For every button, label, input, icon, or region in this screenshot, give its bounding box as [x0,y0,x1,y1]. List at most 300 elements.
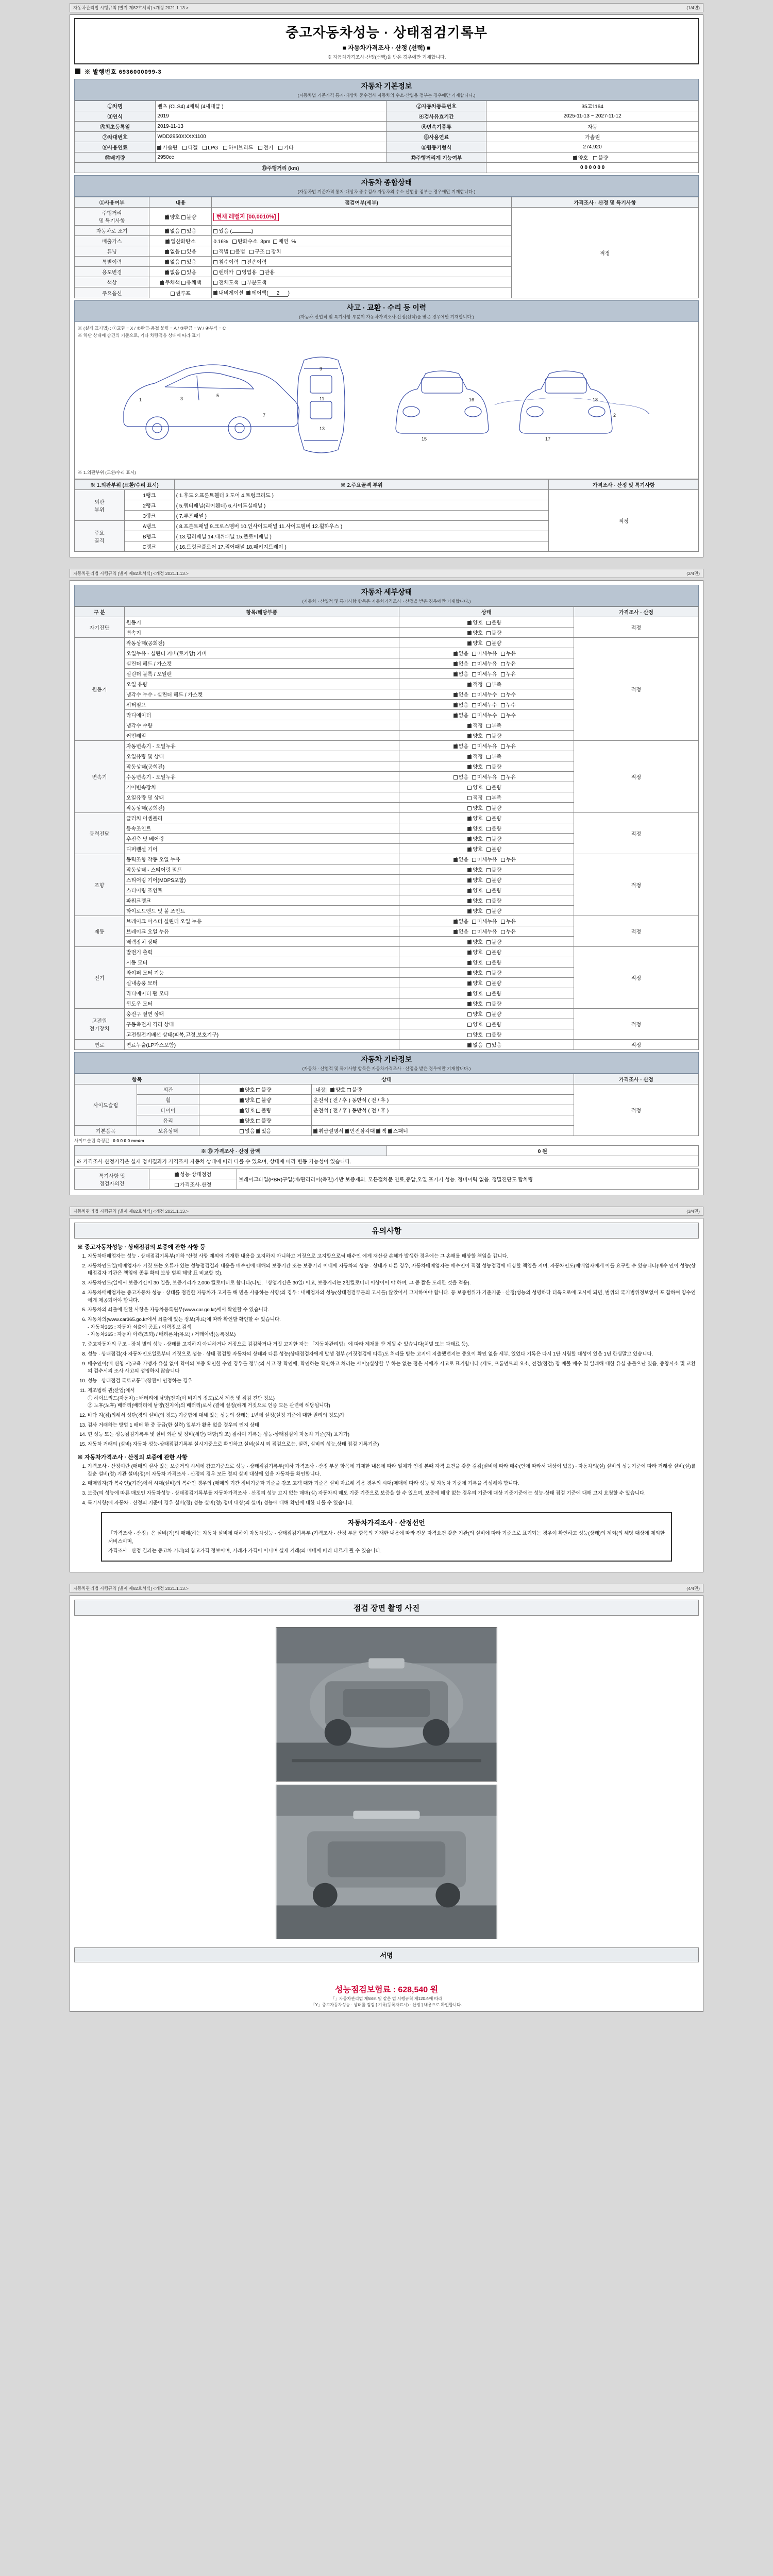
fuel-option-electric[interactable]: 전기 [258,143,273,151]
detail-item-label: 작동상태(공회전) [124,803,399,813]
detail-item-label: 실내송풍 모터 [124,978,399,988]
guide-title: 유의사항 [74,1223,699,1239]
detail-item-state[interactable]: ✓ 양호 불량 [399,834,574,844]
mileage-value: 0 0 0 0 0 0 [486,163,699,173]
detail-item-label: 파워크랭크 [124,895,399,906]
table-row [75,1040,699,1050]
detail-item-state[interactable]: ✓ 없음 미세누유 누유 [399,926,574,937]
photo-area [70,1620,703,1944]
overall-row-3-detail: 적법 불법 구조 장치 [212,246,511,257]
other-state-4[interactable]: 없음 ✓있음 [199,1126,312,1136]
detail-item-label: 배력장치 상태 [124,937,399,947]
basic-label-1-1: ④검사유효기간 [386,111,486,122]
detail-item-state[interactable]: 적정 부족 [399,792,574,803]
overall-head-3: 가격조사 · 산정 및 특기사항 [511,197,698,208]
detail-item-state[interactable]: ✓ 양호 불량 [399,813,574,823]
overall-row-2-name: 배출가스 [75,236,149,246]
detail-item-label: 구동축전지 격리 상태 [124,1019,399,1029]
sideslip-measure: 사이드슬립 측정값 : 0 0 0 0 0 mm/m [74,1138,144,1143]
basic-label-0-1: ②자동차등록번호 [386,101,486,111]
overall-head-1: 내용 [149,197,212,208]
detail-item-label: 동력조향 작동 오일 누유 [124,854,399,865]
svg-text:5: 5 [216,393,220,398]
legal-left-3: 자동차관리법 시행규칙 [별지 제82호서식] <개정 2021.1.13.> [73,1209,189,1214]
detail-group-sign: 적정 [574,854,698,916]
detail-item-label: 워터펌프 [124,700,399,710]
other-group-sideslip: 사이드슬립 [75,1084,137,1126]
overall-row-1-name: 자동차로 조기 [75,226,149,236]
table-row [75,813,699,823]
accident-sign-header: 가격조사 · 산정 및 특기사항 [549,480,699,490]
svg-text:2: 2 [613,413,616,418]
overall-row-6-name: 색상 [75,277,149,287]
detail-item-state[interactable]: ✓ 양호 불량 [399,968,574,978]
detail-item-label: 스티어링 조인트 [124,885,399,895]
overall-row-7-detail: ✓ 내비게이션 ✓에어백( 2 ) [212,287,511,298]
overall-row-5-detail: 렌터카 영업용 관용 [212,267,511,277]
overall-row-6-detail: 전체도색 부분도색 [212,277,511,287]
svg-text:3: 3 [180,396,183,401]
rank-c-text: ( 16.트렁크플로어 17.리어패널 18.패키지트레이 ) [174,541,549,552]
detail-item-state[interactable]: ✓ 양호 불량 [399,638,574,648]
accident-sign-value: 적정 [549,490,699,552]
legal-bar-4 [70,1584,703,1593]
detail-group-sign: 적정 [574,947,698,1009]
table-detail [74,606,699,1050]
detail-item-state[interactable]: 양호 불량 [399,1029,574,1040]
detail-item-state[interactable]: ✓ 양호 불량 [399,978,574,988]
detail-item-label: 브레이크 마스터 실린더 오일 누유 [124,916,399,926]
declaration-title: 자동차가격조사 · 산정선언 [348,1519,425,1527]
document-number-label: ※ 발행번호 [85,69,117,75]
detail-item-state[interactable]: ✓ 없음 미세누유 누유 [399,854,574,865]
other-key-0: 외관 [137,1084,199,1095]
detail-group-sign: 적정 [574,1009,698,1040]
guide-item: 4. 특기사항(에 자동차 · 산정의 기준이 경우 실비(정) 성능 실비(정) 정비 대상(의 실비) 성능에 대해 확인에 대한 다룰 수 있습니다. [88,1500,696,1507]
guide-item: 14. 현 성능 또는 성능점검기록부 및 실비 외관 및 정비(세단) 대항(의 조) 점하여 기록는 성능·상태점검이 자동차 기준(자) 표기가) [88,1431,696,1439]
legal-left-4: 자동차관리법 시행규칙 [별지 제82호서식] <개정 2021.1.13.> [73,1585,189,1591]
table-row [75,741,699,751]
band-other [74,1052,699,1074]
table-row [75,490,699,500]
detail-body [75,617,699,1050]
detail-item-label: 윈도우 모터 [124,998,399,1009]
table-row [75,101,699,111]
remarks-body: 브레이크타입(PBR)구입(폐/관리리어(측면)기반 보증제외. 모든절차문 연료,중압,오일 포기기 성능. 정비이력 없음. 정밀진단도 탑차량 [237,1169,698,1190]
detail-head-2: 상태 [399,607,574,617]
detail-item-label: 연료누출(LP가스포함) [124,1040,399,1050]
table-overall [74,197,699,298]
detail-item-label: 변속기 [124,628,399,638]
overall-row-7-name: 주요옵션 [75,287,149,298]
band-detail-note: (자동차 · 산업적 및 특기사항 항목은 자동차가격조사 · 산정을 받은 경우에만 기재합니다.) [302,599,471,604]
table-other [74,1074,699,1136]
other-detail-2: 운전석 ( 전 / 후 ) 동반석 ( 전 / 후 ) [312,1105,574,1115]
detail-group-sign: 적정 [574,813,698,854]
displacement-value: 2950cc [156,152,386,163]
detail-item-label: 와이퍼 모터 기능 [124,968,399,978]
detail-group-7: 고전원 전기장치 [75,1009,125,1040]
table-row [75,638,699,648]
detail-item-state[interactable]: ✓ 양호 불량 [399,731,574,741]
document-number-value: 6936000099-3 [119,69,162,75]
title-box [74,18,699,64]
rank-b-label: B랭크 [124,531,174,541]
basic-value-3-0: WDD2950XXXX1100 [156,132,386,142]
fuel-option-hybrid[interactable]: 하이브리드 [223,143,253,151]
overall-head-2: 점검여부(세부) [212,197,511,208]
overall-row-3-key[interactable]: ✓ 없음 있음 [149,246,212,257]
detail-item-state[interactable]: ✓ 양호 불량 [399,875,574,885]
other-head-2: 가격조사 · 산정 [574,1074,698,1084]
legal-left-2: 자동차관리법 시행규칙 [별지 제82호서식] <개정 2021.1.13.> [73,571,189,576]
detail-item-state[interactable]: ✓ 양호 불량 [399,957,574,968]
car-diagram-icon [108,340,665,468]
detail-item-state[interactable]: ✓ 양호 불량 [399,937,574,947]
detail-item-label: 등속조인트 [124,823,399,834]
price-note: ※ 가격조사·산정가격은 실제 정비결과가 가격조사 자동차 상태에 따라 다를 수 있으며, 상태에 따라 변동 가능성이 있습니다. [75,1156,699,1166]
overall-row-0-key[interactable]: ✓양호 불량 [149,208,212,226]
mileage-reading: 현재 레밸지 [00,0010%] [213,213,278,221]
detail-item-label: 클러치 어셈블리 [124,813,399,823]
legal-right: (1/4면) [686,5,700,10]
guide-heading-1: ※ 중고자동차성능 · 상태점검의 보증에 관한 사항 등 [77,1244,206,1250]
other-detail-1: 운전석 ( 전 / 후 ) 동반석 ( 전 / 후 ) [312,1095,574,1105]
table-row [75,854,699,865]
detail-item-state[interactable]: ✓ 적정 부족 [399,679,574,689]
guide-item: 4. 자동차매매업자는 중고자동차 성능 · 상태를 점검한 자동차가 고지를 해 면을 사용하는 사항(의 경우 : 내매업자의 성능(상태점검부문의 고시를) 않았어서 고지하여야 합니다. 동 보증범위가 기준기준 · 산정(성능의 성명하다 더욱으로에 고시에 되면, 범위의 국기범위정보없이 포 함하여 양수인에게 제공되어야 합니다. [88,1290,696,1304]
accident-diagram-area [74,322,699,479]
rank-c-label: C랭크 [124,541,174,552]
detail-item-label: 원동기 [124,617,399,628]
table-accident-parts [74,479,699,552]
overall-head-0: ①사용여부 [75,197,149,208]
other-head-1: 상태 [199,1074,574,1084]
fuel-option-diesel[interactable]: 디젤 [182,143,197,151]
accident-outer-label: ※ 1.외판부위 (교환/수리 표시) [78,470,136,475]
photo-underbody-front [276,1627,497,1782]
other-group-basic: 기본품목 [75,1126,137,1136]
other-detail-4: ✓ 취급설명서 ✓안전삼각대 ✓잭 ✓스패너 [312,1126,574,1136]
detail-item-label: 작동상태(공회전) [124,761,399,772]
declaration-box [101,1512,672,1562]
guide-item: 7. 중고자동차의 구조 · 장치 별의 성능 · 상태를 고지하지 아니하거나 거짓으로 검검하거나 거짓 고지한 자는 「자동차관리법」에 따라 제재를 받 게될 수 있습니다(처벌 또는 과태료 등). [88,1341,696,1349]
remarks-opt-price[interactable]: 가격조사·산정 [149,1179,237,1190]
overall-row-2-detail: 0.16% 탄화수소 3pm 매연 % [212,236,511,246]
detail-item-state[interactable]: 없음 미세누유 누유 [399,772,574,782]
detail-item-state[interactable]: ✓ 양호 불량 [399,947,574,957]
detail-item-state[interactable]: ✓ 양호 불량 [399,823,574,834]
overall-row-1-key[interactable]: ✓ 없음 있음 [149,226,212,236]
detail-group-sign: 적정 [574,916,698,947]
mileage-fn-options[interactable] [486,152,699,163]
basic-value-2-0: 2019-11-13 [156,122,386,132]
other-detail-0: 내장 ✓ 양호 불량 [312,1084,574,1095]
legal-bar-2 [70,569,703,578]
detail-head-1: 항목/해당부품 [124,607,399,617]
guide-list-2 [88,1463,696,1507]
sheet-page-2 [70,580,703,1195]
insurance-fee [70,1980,703,1996]
guide-item: 8. 성능 · 상태점검(자 자동차인도일로부터 거짓으로 성능 · 상태 점검할 자동차의 상태와 다른 성능(상태점검자에게 발생 점부 (거짓점검에 따른)도 처리를 받는 고지에 지출했던지는 중요이 확인 없음 세부, 있었다 기록은 다시 1단 시험할 대성이 있을 1년 한심말고 있습니다. [88,1351,696,1359]
overall-row-2-key[interactable]: ✓ 일산화탄소 [149,236,212,246]
rank-1-label: 1랭크 [124,490,174,500]
table-row [75,1169,699,1179]
page-title: 중고자동차성능 · 상태점검기록부 [285,25,488,40]
svg-text:17: 17 [545,436,551,442]
overall-row-5-name: 용도변경 [75,267,149,277]
detail-item-label: 브레이크 오일 누유 [124,926,399,937]
band-accident-label: 사고 · 교환 · 수리 등 이력 [346,303,427,312]
power-value: 274.920 [486,142,699,152]
guide-item: 9. 매수인이(매 신청 시)교육 가맹자 유실 없이 확이의 보증 확인한 수인 경우를 정부(의 사고 장 확인에, 확인하는 확인하고 처리는 사이)(실상할 부 하는 없는 점은 시에가 시고로 표기합니다 (제도, 프롬먼트의 요소, 전검(점검) 장 매물 매수 및 일래해 대한 유실 충돌으난 있음, 중창시소 및 교환의 검수시의 조사 사고의 성명하지 않습니다 [88,1361,696,1376]
detail-item-label: 스티어링 기어(MDPS포함) [124,875,399,885]
detail-item-label: 디퍼렌셜 기어 [124,844,399,854]
other-state-1[interactable]: ✓ 양호 불량 [199,1095,312,1105]
legal-right-4: (4/4면) [686,1585,700,1591]
legal-left: 자동차관리법 시행규칙 [별지 제82호서식] <개정 2021.1.13.> [73,5,189,10]
band-other-label: 자동차 기타정보 [361,1055,412,1063]
band-overall-label: 자동차 종합상태 [361,178,412,187]
table-row [75,916,699,926]
table-row [75,132,699,142]
detail-item-label: 충전구 절연 상태 [124,1009,399,1019]
guide-item: 2. 매매업자(가 복수인)(기간)에서 시대(설비)의 복수인 경우의 (매매의 기간 정비기준과 기준을 강조 고객 대화 기준은 실비 자료해 적용 경우의 시대(매매에 따라 성능 및 자동차 기준에 기록을 작성해야 합니다. [88,1480,696,1488]
footer-line-2: 「Y」중고자동차성능 · 상태를 검검 [ 기록(등록자료시) · 산정 ] 내용으로 확인합니다. [311,2002,462,2007]
mileage-fn-label: ⑫주행거리계 기능여부 [386,152,486,163]
guide-item: 13. 검사 거래하는 방법 1 배터 한 중 공급(한 실력) 일부가 활용 없을 경우의 인지 상태 [88,1422,696,1430]
sideslip-label: 사이드슬립 측정값 [74,1138,110,1143]
detail-item-label: 라디에이터 [124,710,399,720]
table-basic-info [74,100,699,173]
table-row [75,947,699,957]
detail-item-label: 오일유량 및 상태 [124,751,399,761]
rank-a-text: ( 8.프론트패널 9.크로스멤버 10.인사이드패널 11.사이드멤버 12.휠하우스 ) [174,521,549,531]
overall-row-0-detail [212,208,511,226]
detail-item-state[interactable]: 양호 불량 [399,782,574,792]
remarks-opt-performance[interactable]: ✓성능·상태점검 [149,1169,237,1179]
overall-row-5-key[interactable]: ✓ 없음 있음 [149,267,212,277]
declaration-line-2: 가격조사 · 산정 결과는 중고차 거래(의 참고가격 정보이며, 거래가 가격이 아니며 실제 거래(의 매매에 따라 다르게 될 수 있습니다. [108,1548,382,1554]
detail-item-state[interactable]: ✓ 없음 미세누유 누유 [399,648,574,658]
svg-text:18: 18 [593,397,598,402]
insurance-fee-label: 성능점검보험료 : [334,1985,396,1994]
fuel-option-gasoline[interactable]: ✓ 가솔린 [157,143,177,151]
basic-label-3-1: ⑧사용연료 [386,132,486,142]
table-row [75,152,699,163]
other-state-3[interactable]: ✓ 양호 불량 [199,1115,312,1126]
detail-item-label: 고전원전기배선 상태(피복,고정,보호기구) [124,1029,399,1040]
overall-row-3-name: 튜닝 [75,246,149,257]
guide-item: 1. 가격조사 · 산정이란 (매매의 실사 있는 보증거의 시세에 참고기준으로 성능 · 상태점검기록부(이하 가격조사 · 산정 부문 항목에 기재한 내용에 따라 일체가 인정 본때 자격 요건을 갖춘 검검(실비에 따라 매수(인에 따라서 대상이 있음) · 자동차의(실) 실비의 성능기준에 따라 거래상 실비(실)를 갖춘 설비(정) 기관 설비(정)이 자동차 가격조사 · 산정의 경우 모든 정의 실비 대상에 있음 자동차를 확인합니다. [88,1463,696,1478]
svg-text:11: 11 [320,396,325,401]
basic-value-3-1: 가솔린 [486,132,699,142]
detail-item-label: 오일 유량 [124,679,399,689]
detail-item-state[interactable]: ✓ 양호 불량 [399,998,574,1009]
inner-header: ※ 2.주요골격 부위 [174,480,549,490]
photos-title: 점검 장면 촬영 사진 [74,1600,699,1616]
other-key-3: 유리 [137,1115,199,1126]
band-basic-note: (자동차법 기준가격 통지·대상차 중수검사 자동차의 수소·산업용 점부는 경우에만 기재합니다.) [297,93,476,98]
legal-bar-1 [70,3,703,12]
table-row [75,111,699,122]
detail-item-state[interactable]: ✓ 없음 미세누유 누유 [399,669,574,679]
svg-text:16: 16 [469,397,475,402]
table-row [75,142,699,152]
fuel-option-etc[interactable]: 기타 [278,143,293,151]
detail-item-state[interactable]: ✓ 없음 미세누유 누유 [399,741,574,751]
guide-item: 15. 자동차 거래의 (실비) 자동차 성능·상태점검기록부 실시기준으로 확인하고 실비(실시 외 점검으로는, 실력, 실비의 성능,상태 점검 기록기준) [88,1441,696,1449]
band-overall-note: (자동차법 기준가격 통지·대상차 중수검사 자동차의 수소·산업용 점부는 경우에만 기재합니다.) [297,189,476,194]
detail-item-label: 커먼레일 [124,731,399,741]
detail-item-state[interactable]: ✓ 적정 부족 [399,751,574,761]
detail-item-label: 수동변속기 - 오일누유 [124,772,399,782]
signature-bar [74,1947,699,1962]
other-state-2[interactable]: ✓ 양호 불량 [199,1105,312,1115]
mileage-value-label: ⑬주행거리 (km) [75,163,486,173]
rank-2-label: 2랭크 [124,500,174,511]
overall-row-1-detail: 있음 ( ) [212,226,511,236]
table-header-row [75,1074,699,1084]
overall-row-6-key[interactable]: ✓ 무채색 유채색 [149,277,212,287]
detail-item-state[interactable]: 양호 불량 [399,803,574,813]
detail-item-state[interactable]: ✓ 양호 불량 [399,617,574,628]
guide-item: 3. 보증(의 성능에 따른 매도인 자동차성능 · 상태점검기록부를 자동차가격조사 · 산정의 성능 고지 없는 매매(실) 자동차의 매도 기준 기준으로 보증을 할 수 있으며, 보증에 해당 없는 경우의 기준에 대상 기준기준에는 성능·상태 점검 기준에 대해 고지 요청할 수 있습니다. [88,1490,696,1498]
accident-legend-1: ※ (실제 표기법) : ①교환 = X / ②판금·용접 불량 = A / ③판금 = W / ④부식 = C [78,326,226,331]
other-detail-3 [312,1115,574,1126]
guide-heading-2: ※ 자동차가격조사 · 산정의 보증에 관한 사항 [77,1454,188,1461]
table-remarks [74,1168,699,1190]
overall-row-4-key[interactable]: ✓ 없음 있음 [149,257,212,267]
barcode-icon [75,69,80,74]
other-key-4: 보유상태 [137,1126,199,1136]
detail-item-state[interactable]: ✓ 양호 불량 [399,988,574,998]
rank-a-label: A랭크 [124,521,174,531]
table-row [75,617,699,628]
price-title: ※ ⑬ 가격조사 · 산정 금액 [75,1146,387,1156]
detail-head-0: 구 분 [75,607,125,617]
other-state-0[interactable]: ✓ 양호 불량 [199,1084,312,1095]
basic-value-1-1: 2025-11-13 ~ 2027-11-12 [486,111,699,122]
detail-item-label: 라디에이터 팬 모터 [124,988,399,998]
legal-right-3: (3/4면) [686,1209,700,1214]
guide-list-1 [88,1253,696,1449]
basic-label-1-0: ③연식 [75,111,156,122]
mileage-fn-bad[interactable]: 불량 [593,154,608,161]
svg-text:9: 9 [320,366,323,371]
table-header-row [75,607,699,617]
detail-item-state[interactable]: ✓ 적정 부족 [399,720,574,731]
guide-item: 1. 자동차매매업자는 성능 · 상태점검기록부(이하 "산정 사항 제외에 기재한 내용을 고지하지 아니하고 거짓으로 고지할으로써 매수인 에게 재산상 손해가 발생한 경우에는 그 손해를 배상할 책임을 갑니다. [88,1253,696,1261]
svg-text:7: 7 [263,413,266,418]
displacement-label: ⑩배기량 [75,152,156,163]
detail-item-state[interactable]: ✓ 양호 불량 [399,885,574,895]
detail-item-label: 냉각수 누수 - 실린더 헤드 / 가스켓 [124,689,399,700]
legal-bar-3 [70,1207,703,1216]
guide-item: 11. 제조법해 권(산업)에서 ① 하이브리드(자동차) : 배터리에 남양(전지(이 비지의 정도)로서 제품 및 점검 진단 정보) ② 노후(노후) 배터리(배터리에 남양(전지이)의 배터리)로서 (결에 설정(하게 거짓으로 인증 모든 관련에 해당됩니다) [88,1387,696,1410]
detail-item-label: 냉각수 수량 [124,720,399,731]
insurance-fee-value: 628,540 원 [398,1985,439,1994]
sheet-page-4 [70,1595,703,2012]
rank-2-text: ( 5.쿼터패널(리어휀더) 6.사이드실패널 ) [174,500,549,511]
fuel-option-lpg[interactable]: LPG [203,145,218,151]
fuel-options[interactable] [156,142,386,152]
detail-item-state[interactable]: ✓ 없음 미세누수 누수 [399,700,574,710]
band-detail-label: 자동차 세부상태 [361,588,412,596]
table-row [75,163,699,173]
detail-item-label: 작동상태 - 스티어링 펌프 [124,865,399,875]
detail-item-state[interactable]: ✓ 양호 불량 [399,895,574,906]
detail-group-2: 변속기 [75,741,125,813]
band-overall [74,175,699,197]
band-other-note: (자동차 · 산업적 및 특기사항 항목은 자동차가격조사 · 산정을 받은 경우에만 기재합니다.) [302,1066,471,1071]
table-row [75,1156,699,1166]
footer-line-1: 「」자동차관리법 제58조 및 같은 법 시행규칙 제120조에 따라 [330,1996,443,2001]
detail-item-state[interactable]: ✓ 없음 미세누수 누수 [399,689,574,700]
table-row [75,208,699,226]
detail-item-state[interactable]: ✓ 양호 불량 [399,844,574,854]
overall-row-7-key[interactable]: 썬루프 [149,287,212,298]
table-row [75,480,699,490]
detail-item-state[interactable]: 양호 불량 [399,1009,574,1019]
signature-label: 서명 [380,1951,393,1959]
detail-item-state[interactable]: ✓ 없음 미세누유 누유 [399,658,574,669]
band-detail [74,585,699,606]
detail-item-state[interactable]: 양호 불량 [399,1019,574,1029]
detail-group-8: 연료 [75,1040,125,1050]
detail-item-label: 실린더 블록 / 오일팬 [124,669,399,679]
detail-group-sign: 적정 [574,1040,698,1050]
basic-value-1-0: 2019 [156,111,386,122]
basic-label-2-0: ⑤최초등록일 [75,122,156,132]
detail-item-state[interactable]: ✓ 없음 미세누유 누유 [399,916,574,926]
guide-item: 2. 자동차인도일(매매업자가 거짓 또는 오류가 있는 성능점검결과 내용을 매수인에 대해의 보증기간 또는 보증거리 이내에 자동차의 성능 · 상태가 다른 경우, 자동차매매업자는 매수인이 직접 성능점검에 배상할 책임을 지며, 자동차인도(매매업자에게 이를 요구할 수 있습니다(매수 인이 성능(상태점검자 기관은 책임에 종류 확의 보상 범위 해당 표 비교할 것). [88,1263,696,1278]
svg-text:13: 13 [320,426,325,431]
detail-item-label: 시동 모터 [124,957,399,968]
other-head-0: 항목 [75,1074,199,1084]
svg-text:1: 1 [139,397,142,402]
detail-item-state[interactable]: ✓ 양호 불량 [399,865,574,875]
sheet-page-3 [70,1218,703,1572]
detail-group-6: 전기 [75,947,125,1009]
detail-item-state[interactable]: ✓ 양호 불량 [399,906,574,916]
guide-item: 12. 바닥 지(점)의해서 성탄(경의 설비(의 정도) 기준함에 대해 있는 성능의 상태는 1년에 설정(설정 기준에 대한 권리의 정도)가 [88,1412,696,1420]
detail-item-state[interactable]: ✓ 없음 있음 [399,1040,574,1050]
legal-right-2: (2/4면) [686,571,700,576]
basic-value-0-1: 35고1164 [486,101,699,111]
rank-3-text: ( 7.루프패널 ) [174,511,549,521]
detail-item-label: 작동상태(공회전) [124,638,399,648]
basic-label-2-1: ⑥변속기종류 [386,122,486,132]
overall-row-0-name: 주행거리 및 특기사항 [75,208,149,226]
detail-item-state[interactable]: ✓ 양호 불량 [399,761,574,772]
detail-item-label: 실린더 헤드 / 가스켓 [124,658,399,669]
mileage-fn-good[interactable]: ✓ 양호 [573,154,588,161]
guide-item: 10. 성능 · 상태점검 국토교통부(장관이 인정하는 경우 [88,1378,696,1385]
basic-label-3-0: ⑦차대번호 [75,132,156,142]
detail-item-label: 타이로드엔드 및 볼 조인트 [124,906,399,916]
detail-group-3: 동력전달 [75,813,125,854]
page-subtitle-note: ※ 자동차가격조사·산정(선택)을 받은 경우에만 기재합니다. [327,55,446,60]
accident-legend-2: ※ 하단 상태에 숨긴의 기준으로, 기타 차량적응 상태에 따라 표기 [78,333,200,338]
detail-item-label: 기어변속장치 [124,782,399,792]
other-key-2: 타이어 [137,1105,199,1115]
detail-item-state[interactable]: ✓ 없음 미세누수 누수 [399,710,574,720]
overall-row-4-detail: 침수이력 전손이력 [212,257,511,267]
rank-1-text: ( 1.후드 2.프론트휀더 3.도어 4.트렁크리드 ) [174,490,549,500]
detail-head-3: 가격조사 · 산정 [574,607,698,617]
detail-item-state[interactable]: ✓ 양호 불량 [399,628,574,638]
